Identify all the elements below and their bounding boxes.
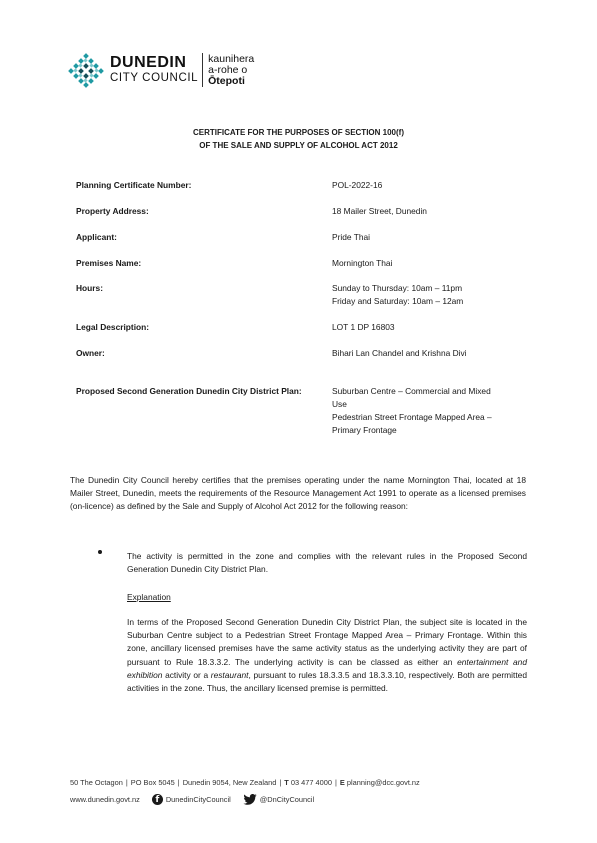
district-plan-line-4: Primary Frontage	[332, 425, 397, 435]
detail-value: Pride Thai	[332, 232, 371, 242]
detail-value: Mornington Thai	[332, 258, 393, 268]
footer-email-label: E	[339, 778, 345, 787]
explanation-heading: Explanation	[127, 592, 171, 602]
detail-label: Legal Description:	[76, 322, 150, 332]
footer-twitter-handle: @DnCityCouncil	[259, 795, 315, 804]
certificate-title-line2: OF THE SALE AND SUPPLY OF ALCOHOL ACT 2012	[199, 141, 398, 150]
logo-maori-name	[208, 54, 254, 87]
explanation-emphasis: entertainment and exhibition	[127, 656, 527, 680]
footer-contact-line: 50 The Octagon | PO Box 5045 | Dunedin 9054, New Zealand | T 03 477 4000 | E planning@dcc.govt.nz	[70, 778, 420, 787]
footer-website[interactable]: www.dunedin.govt.nz	[70, 795, 140, 804]
logo-divider	[202, 53, 203, 87]
footer-po-box: PO Box 5045	[130, 778, 175, 787]
detail-label: Planning Certificate Number:	[76, 180, 192, 190]
dcc-logo-mark-icon	[68, 52, 104, 88]
footer-phone[interactable]: 03 477 4000	[290, 778, 332, 787]
detail-value	[332, 385, 542, 437]
dcc-logo	[68, 52, 254, 88]
footer-facebook-handle: DunedinCityCouncil	[165, 795, 231, 804]
footer-facebook[interactable]	[152, 794, 231, 805]
detail-value: 18 Mailer Street, Dunedin	[332, 206, 427, 216]
detail-label: Proposed Second Generation Dunedin City District Plan:	[76, 386, 302, 396]
detail-value: LOT 1 DP 16803	[332, 322, 395, 332]
bullet-text: The activity is permitted in the zone and complies with the relevant rules in the Proposed Second Generation Dunedin City District Plan.	[127, 551, 527, 574]
district-plan-line-3: Pedestrian Street Frontage Mapped Area –	[332, 412, 492, 422]
logo-wordmark	[110, 55, 198, 85]
detail-value: Bihari Lan Chandel and Krishna Divi	[332, 348, 467, 358]
footer-twitter[interactable]	[243, 794, 314, 805]
explanation-text-part: , pursuant to rules 18.3.3.5 and 18.3.3.10, respectively. Both are permitted activities in the zone. Thus, the ancillary licensed premise is permitted.	[127, 669, 527, 694]
detail-label: Property Address:	[76, 206, 149, 216]
detail-value	[332, 282, 542, 308]
explanation-emphasis: restaurant	[210, 669, 249, 680]
footer-city: Dunedin 9054, New Zealand	[182, 778, 277, 787]
facebook-icon: f	[152, 794, 163, 805]
explanation-text-part: In terms of the Proposed Second Generation Dunedin City District Plan, the subject site is located in the Suburban Centre subject to a Pedestrian Street Frontage Mapped Area – Primary Frontage. Within this zone, ancillary licensed premises have the same activity status as the underlying activity they are part of pursuant to Rule 18.3.3.2. The underlying activity is can be classed as either an	[127, 617, 527, 667]
hours-line-1: Sunday to Thursday: 10am – 11pm	[332, 283, 463, 293]
twitter-icon	[243, 794, 257, 805]
hours-line-2: Friday and Saturday: 10am – 12am	[332, 296, 464, 306]
logo-word-dunedin: DUNEDIN	[110, 54, 187, 72]
logo-maori-line1: kaunihera	[208, 52, 255, 65]
detail-label: Applicant:	[76, 232, 117, 242]
explanation-text-part: activity or a	[162, 669, 211, 680]
footer-email[interactable]: planning@dcc.govt.nz	[346, 778, 420, 787]
logo-maori-line2: a-rohe o	[208, 63, 248, 76]
explanation-paragraph	[127, 616, 527, 695]
certificate-title-line1: CERTIFICATE FOR THE PURPOSES OF SECTION 100(f)	[193, 128, 404, 137]
district-plan-line-1: Suburban Centre – Commercial and Mixed	[332, 386, 491, 396]
bullet-point	[98, 550, 102, 554]
detail-label: Hours:	[76, 283, 103, 293]
logo-word-city-council: CITY COUNCIL	[110, 72, 199, 85]
footer-phone-label: T	[284, 778, 289, 787]
certification-paragraph: The Dunedin City Council hereby certifies that the premises operating under the name Mornington Thai, located at 18 Mailer Street, Dunedin, meets the requirements of the Resource Management Act 1991 to operate as a licensed premises (on-licence) as defined by the Sale and Supply of Alcohol Act 2012 for the following reason:	[70, 475, 526, 511]
logo-maori-line3: Ōtepoti	[208, 74, 245, 87]
district-plan-line-2: Use	[332, 399, 347, 409]
footer-address: 50 The Octagon	[70, 778, 123, 787]
footer-web-line	[70, 794, 326, 805]
detail-label: Owner:	[76, 348, 105, 358]
detail-value: POL-2022-16	[332, 180, 383, 190]
detail-label: Premises Name:	[76, 258, 142, 268]
